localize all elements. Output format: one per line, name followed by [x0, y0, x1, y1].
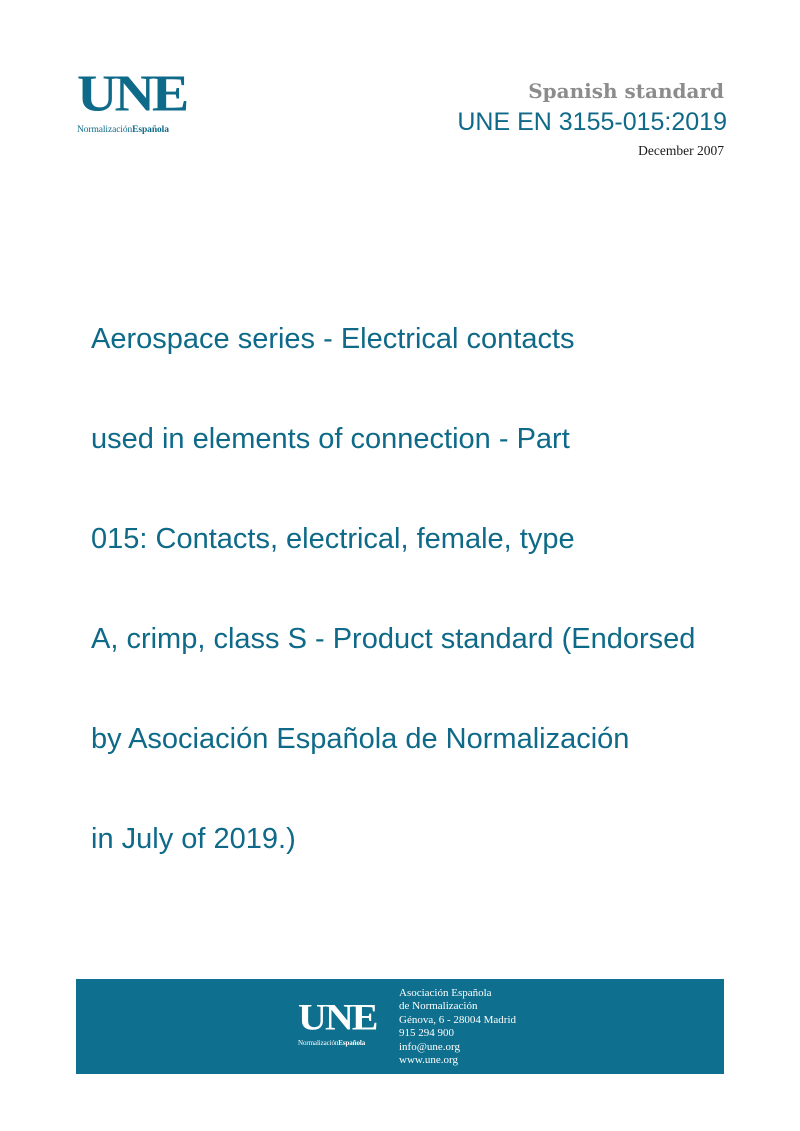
title-line: A, crimp, class S - Product standard (Endorsed — [91, 623, 696, 655]
une-logo-mark: UNE — [77, 65, 187, 123]
contact-phone: 915 294 900 — [399, 1027, 454, 1040]
une-logo-mark: UNE — [298, 996, 377, 1038]
contact-address: Génova, 6 - 28004 Madrid — [399, 1013, 517, 1026]
contact-website[interactable]: www.une.org — [399, 1054, 458, 1067]
title-line: Aerospace series - Electrical contacts — [91, 323, 575, 355]
une-logo-subtitle — [77, 125, 197, 135]
title-line: in July of 2019.) — [91, 823, 296, 855]
standard-code: UNE EN 3155-015:2019 — [457, 108, 727, 136]
une-logo-subtitle — [298, 1039, 376, 1047]
title-line: used in elements of connection - Part — [91, 423, 570, 455]
document-header — [457, 78, 727, 160]
standard-date: December 2007 — [638, 143, 724, 158]
contact-email[interactable]: info@une.org — [399, 1040, 460, 1053]
title-line: by Asociación Española de Normalización — [91, 723, 630, 755]
une-logo-top — [77, 65, 197, 135]
une-logo-sub-normal: Normalización — [77, 125, 133, 135]
contact-org-name-2: de Normalización — [399, 1000, 478, 1013]
contact-info — [399, 987, 516, 1067]
une-logo-sub-normal: Normalización — [298, 1039, 339, 1047]
une-logo-sub-bold: Española — [338, 1039, 366, 1047]
title-line: 015: Contacts, electrical, female, type — [91, 523, 575, 555]
standard-kind: Spanish standard — [528, 79, 724, 103]
document-title — [91, 264, 781, 914]
footer-band — [76, 979, 724, 1074]
une-logo-footer — [298, 996, 377, 1047]
une-logo-sub-bold: Española — [132, 125, 169, 135]
contact-org-name: Asociación Española — [399, 987, 492, 999]
